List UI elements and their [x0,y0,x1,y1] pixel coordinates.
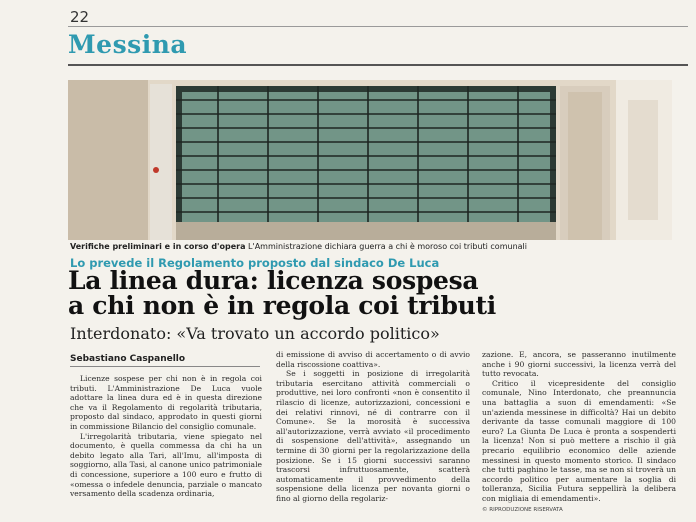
article-column-2 [276,350,470,504]
kicker: Lo prevede il Regolamento proposto dal sindaco De Luca [70,256,440,270]
caption-text: L'Amministrazione dichiara guerra a chi è moroso coi tributi comunali [248,242,527,251]
paragraph: Licenze sospese per chi non è in regola coi tributi. L'Amministrazione De Luca vuole adottare la linea dura ed è in questa direzione che va il Regolamento di regolarità tributaria, proposto dal sindaco, approdato in questi giorni in commissione Bilancio del consiglio comunale. [70,374,262,431]
photo-caption [70,242,670,251]
section-title: Messina [68,30,188,59]
paragraph: di emissione di avviso di accertamento o di avvio della riscossione coattiva». [276,350,470,369]
top-rule [68,26,688,27]
headline [68,268,678,318]
caption-lead: Verifiche preliminari e in corso d'opera [70,242,246,251]
paragraph: Se i soggetti in posizione di irregolarità tributaria esercitano attività commerciali o produttive, nei loro confronti «non è consentito il rilascio di licenze, autorizzazioni, concessioni e dei relativi rinnovi, né di contrarre con il Comune». Se la morosità è successiva all'autorizzazione, verrà avviato «il procedimento di sospensione dell'attività», assegnando un termine di 30 giorni per la regolarizzazione della posizione. Se i 15 giorni successivi saranno trascorsi infruttuosamente, scatterà automaticamente il provvedimento della sospensione della licenza per novanta giorni o fino al giorno della regolariz- [276,369,470,503]
article-photo [68,80,672,240]
headline-line-2: a chi non è in regola coi tributi [68,291,496,320]
paragraph: L'irregolarità tributaria, viene spiegato nel documento, è quella commessa da chi ha un debito legato alla Tari, all'Imu, all'imposta di soggiorno, alla Tasi, al canone unico patrimoniale di concessione, superiore a 100 euro e frutto di «omessa o infedele denuncia, parziale o mancato versamento della scadenza ordinaria, [70,431,262,499]
shuttered-storefront-photo [68,80,672,240]
byline: Sebastiano Caspanello [70,354,186,364]
article-column-3 [482,350,676,515]
section-rule [68,64,688,66]
subheadline: Interdonato: «Va trovato un accordo politico» [70,324,440,343]
headline-line-1: La linea dura: licenza sospesa [68,266,479,295]
paragraph: zazione. E, ancora, se passeranno inutilmente anche i 90 giorni successivi, la licenza verrà del tutto revocata. [482,350,676,379]
paragraph: Critico il vicepresidente del consiglio comunale, Nino Interdonato, che preannuncia una battaglia a suon di emendamenti: «Se un'azienda messinese in difficoltà? Hai un debito derivante da tasse comunali maggiore di 100 euro? La Giunta De Luca è pronta a sospenderti la licenza! Non si può mettere a rischio il già precario equilibrio economico delle aziende messinesi in questo momento storico. Il sindaco che tutti paghino le tasse, ma se non si troverà un accordo politico per aumentare la soglia di tolleranza, Sicilia Futura seppellirà la delibera con migliaia di emendamenti». [482,378,676,503]
byline-rule [70,366,260,367]
article-column-1 [70,374,262,499]
page-number: 22 [70,8,90,26]
copyright-credit: © RIPRODUZIONE RISERVATA [482,506,563,513]
